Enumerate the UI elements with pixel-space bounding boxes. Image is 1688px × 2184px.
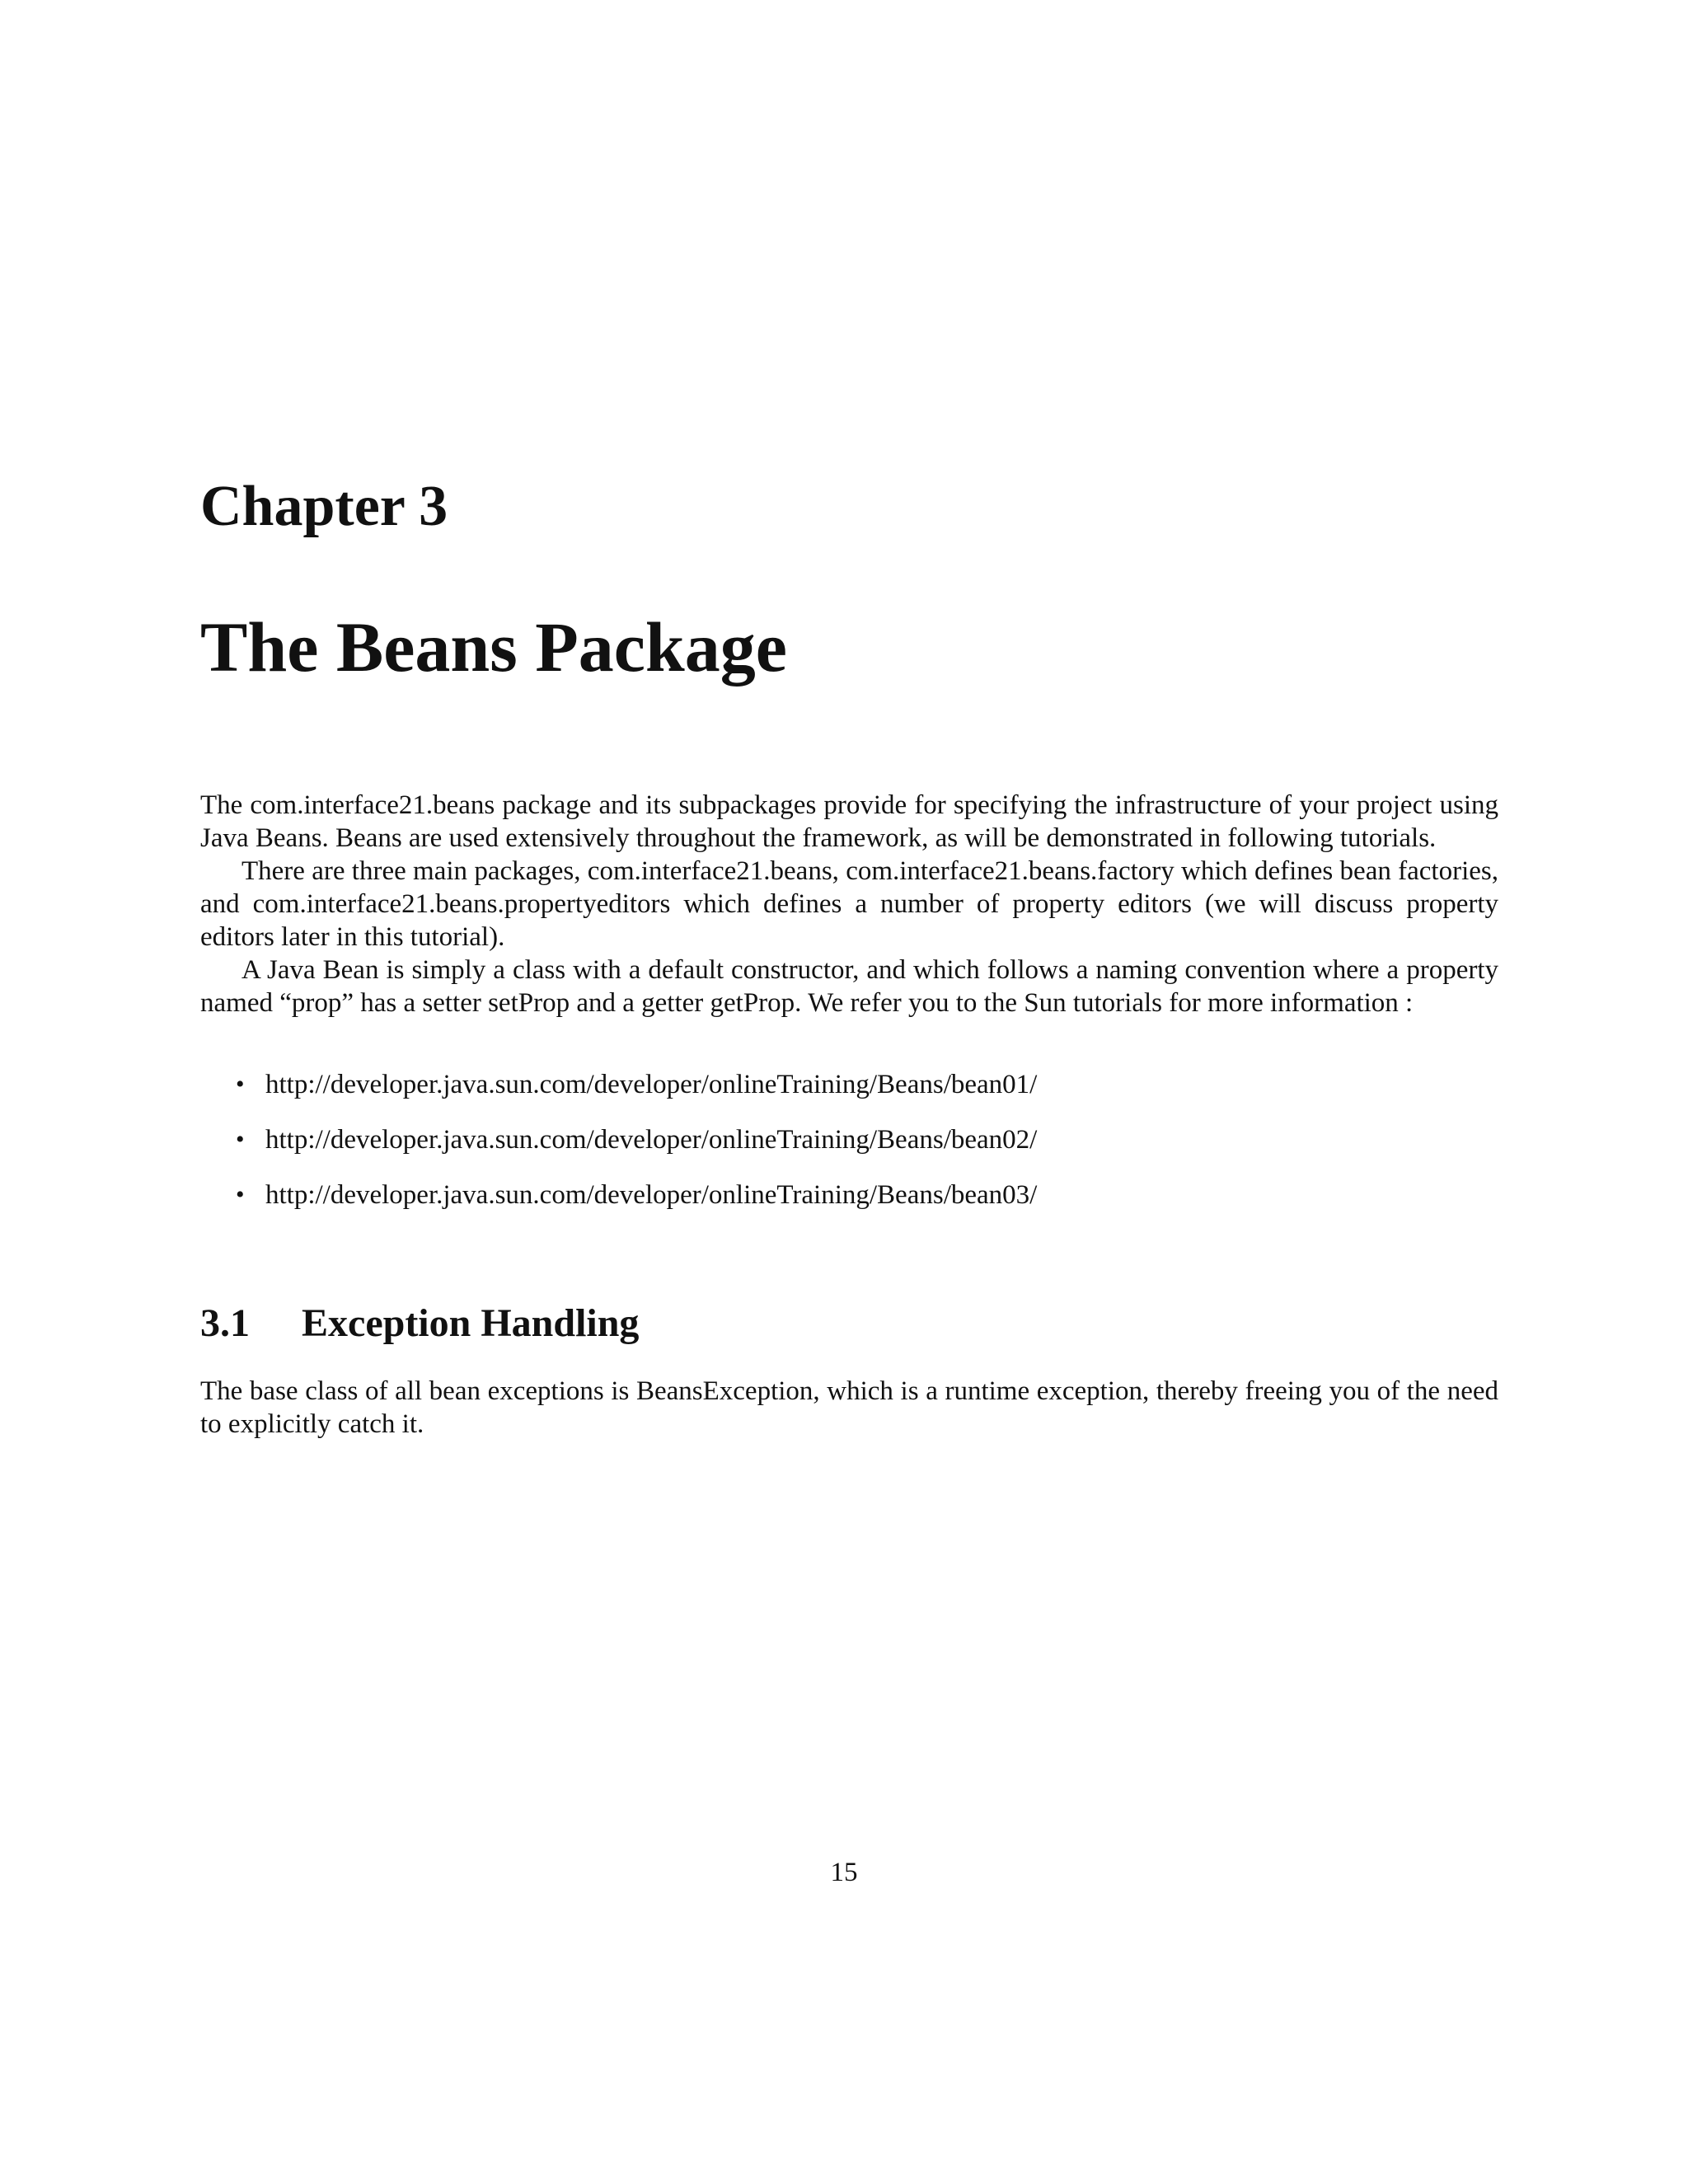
tutorial-link-3[interactable]: http://developer.java.sun.com/developer/onlineTraining/Beans/bean03/ xyxy=(265,1180,1038,1210)
tutorial-link-2[interactable]: http://developer.java.sun.com/developer/onlineTraining/Beans/bean02/ xyxy=(265,1125,1038,1155)
tutorial-link-list xyxy=(236,1068,1037,1234)
section-body: The base class of all bean exceptions is BeansException, which is a runtime exception, thereby freeing you of the need to explicitly catch it. xyxy=(200,1376,1498,1439)
list-item xyxy=(236,1179,1037,1212)
intro-paragraph-2: There are three main packages, com.interface21.beans, com.interface21.beans.factory which defines bean factories, and com.interface21.beans.propertyeditors which defines a number of property editors (we will discuss property editors later in this tutorial). xyxy=(200,856,1498,952)
section-title: Exception Handling xyxy=(302,1301,640,1345)
bullet-icon: • xyxy=(236,1071,245,1098)
intro-paragraph-3: A Java Bean is simply a class with a default constructor, and which follows a naming convention where a property named “prop” has a setter setProp and a getter getProp. We refer you to the Sun tutorials for more information : xyxy=(200,955,1498,1018)
intro-paragraph-1: The com.interface21.beans package and its subpackages provide for specifying the infrastructure of your project using Java Beans. Beans are used extensively throughout the framework, as will be demonstrated in following tutorials. xyxy=(200,790,1498,853)
list-item xyxy=(236,1068,1037,1101)
chapter-title: The Beans Package xyxy=(200,607,787,687)
list-item xyxy=(236,1123,1037,1156)
section-heading xyxy=(200,1301,640,1345)
tutorial-link-1[interactable]: http://developer.java.sun.com/developer/onlineTraining/Beans/bean01/ xyxy=(265,1070,1038,1099)
page-number: 15 xyxy=(830,1858,858,1887)
bullet-icon: • xyxy=(236,1181,245,1208)
section-number: 3.1 xyxy=(200,1301,250,1345)
bullet-icon: • xyxy=(236,1126,245,1153)
intro-text xyxy=(200,789,1498,1019)
chapter-label: Chapter 3 xyxy=(200,475,448,538)
